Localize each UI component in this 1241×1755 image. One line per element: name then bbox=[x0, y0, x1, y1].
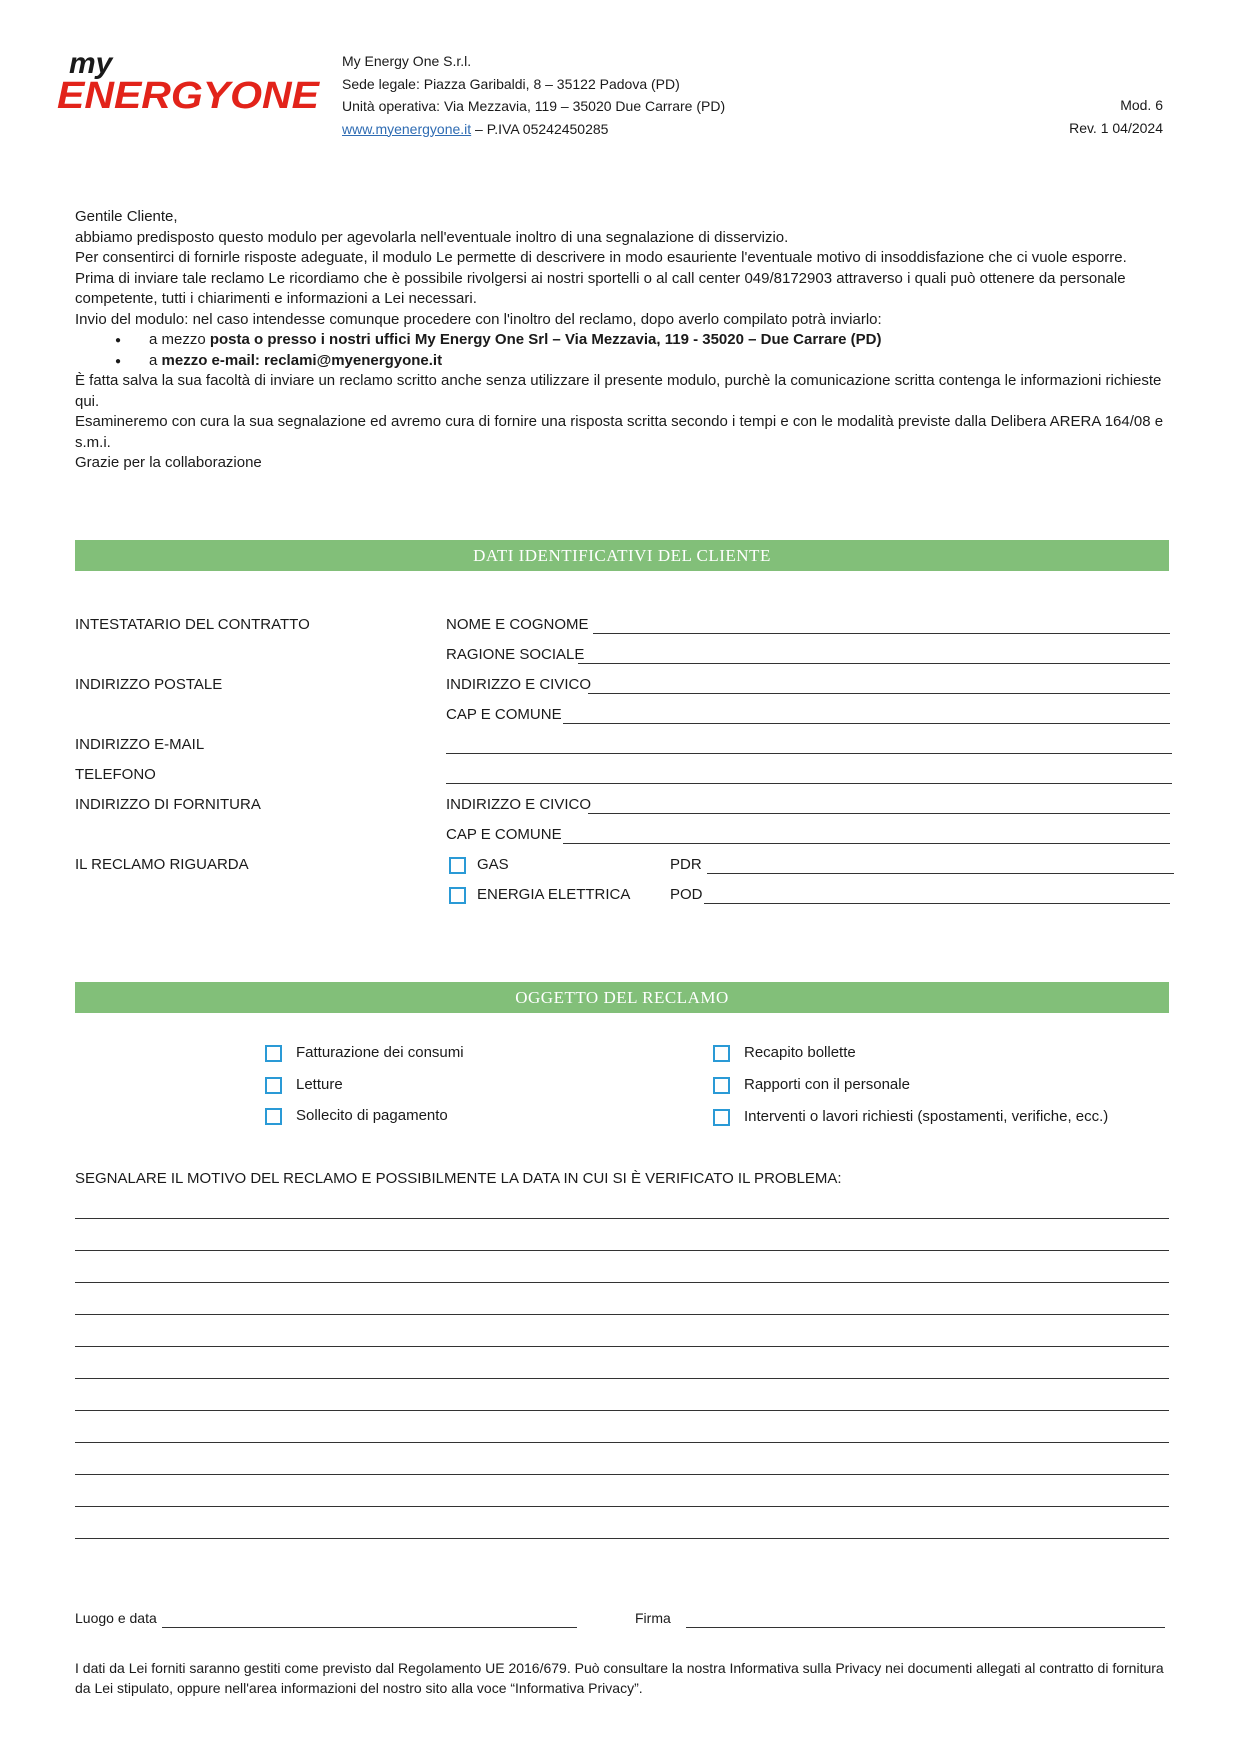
checkbox-sollecito[interactable] bbox=[265, 1108, 282, 1125]
label-rapporti-personale: Rapporti con il personale bbox=[744, 1076, 910, 1093]
label-pdr: PDR bbox=[670, 856, 702, 873]
unita-operativa: Unità operativa: Via Mezzavia, 119 – 35020 Due Carrare (PD) bbox=[342, 98, 726, 114]
label-firma: Firma bbox=[635, 1610, 671, 1626]
intro-p6: Esamineremo con cura la sua segnalazione ed avremo cura di fornire una risposta scritta secondo i tempi e con le modalità previste dalla Delibera ARERA 164/08 e s.m.i. bbox=[75, 413, 1164, 451]
field-pdr[interactable] bbox=[707, 873, 1174, 874]
motivo-line[interactable] bbox=[75, 1378, 1169, 1379]
intro-p5: È fatta salva la sua facoltà di inviare un reclamo scritto anche senza utilizzare il presente modulo, purchè la comunicazione scritta contenga le informazioni richieste qui. bbox=[75, 372, 1162, 410]
module-number: Mod. 6 bbox=[1120, 97, 1163, 113]
intro-p3: Prima di inviare tale reclamo Le ricordiamo che è possibile rivolgersi ai nostri sportelli o al call center 049/8172903 attraverso i quali può ottenere da personale competente, tutti i chiarimenti e informazioni a Lei necessari. bbox=[75, 269, 1126, 307]
label-telefono: TELEFONO bbox=[75, 766, 156, 783]
intro-text bbox=[75, 207, 1170, 474]
motivo-line[interactable] bbox=[75, 1346, 1169, 1347]
section-title-oggetto-reclamo: OGGETTO DEL RECLAMO bbox=[75, 982, 1169, 1013]
label-indirizzo-fornitura: INDIRIZZO DI FORNITURA bbox=[75, 796, 261, 813]
motivo-line[interactable] bbox=[75, 1538, 1169, 1539]
field-nome-cognome[interactable] bbox=[593, 633, 1170, 634]
label-ragione-sociale: RAGIONE SOCIALE bbox=[446, 646, 585, 663]
send-methods bbox=[75, 330, 1170, 371]
label-intestatario: INTESTATARIO DEL CONTRATTO bbox=[75, 616, 310, 633]
label-indirizzo-civico-fornitura: INDIRIZZO E CIVICO bbox=[446, 796, 592, 813]
intro-p4: Invio del modulo: nel caso intendesse comunque procedere con l'inoltro del reclamo, dopo averlo compilato potrà inviarlo: bbox=[75, 310, 882, 328]
send-method-email: ● a mezzo e-mail: reclami@myenergyone.it bbox=[75, 351, 1170, 372]
field-indirizzo-civico[interactable] bbox=[588, 693, 1170, 694]
checkbox-rapporti-personale[interactable] bbox=[713, 1077, 730, 1094]
motivo-line[interactable] bbox=[75, 1410, 1169, 1411]
label-indirizzo-civico: INDIRIZZO E CIVICO bbox=[446, 676, 592, 693]
checkbox-fatturazione[interactable] bbox=[265, 1045, 282, 1062]
label-fatturazione: Fatturazione dei consumi bbox=[296, 1044, 464, 1061]
piva: – P.IVA 05242450285 bbox=[471, 120, 609, 137]
logo-text-my: my bbox=[69, 47, 113, 80]
intro-p7: Grazie per la collaborazione bbox=[75, 454, 262, 471]
label-recapito-bollette: Recapito bollette bbox=[744, 1044, 856, 1061]
intro-p1: abbiamo predisposto questo modulo per agevolarla nell'eventuale inoltro di una segnalazione di disservizio. bbox=[75, 228, 789, 246]
checkbox-gas[interactable] bbox=[449, 857, 466, 874]
revision: Rev. 1 04/2024 bbox=[1069, 119, 1163, 136]
label-energia-elettrica: ENERGIA ELETTRICA bbox=[477, 886, 631, 903]
checkbox-interventi[interactable] bbox=[713, 1109, 730, 1126]
label-nome-cognome: NOME E COGNOME bbox=[446, 616, 589, 633]
privacy-notice: I dati da Lei forniti saranno gestiti come previsto dal Regolamento UE 2016/679. Può consultare la nostra Informativa sulla Privacy nei documenti allegati al contratto di fornitura da Lei stipulato, oppure nell'area informazioni del nostro sito alla voce “Informativa Privacy”. bbox=[75, 1660, 1164, 1696]
field-email[interactable] bbox=[446, 753, 1172, 754]
module-info bbox=[1069, 94, 1163, 139]
intro-p2: Per consentirci di fornirle risposte adeguate, il modulo Le permette di descrivere in modo esauriente l'eventuale motivo di insoddisfazione che ci vuole esporre. bbox=[75, 249, 1127, 266]
field-firma[interactable] bbox=[686, 1627, 1165, 1628]
motivo-line[interactable] bbox=[75, 1442, 1169, 1443]
label-letture: Letture bbox=[296, 1076, 343, 1093]
field-cap-comune[interactable] bbox=[563, 723, 1170, 724]
company-name: My Energy One S.r.l. bbox=[342, 53, 472, 69]
label-sollecito: Sollecito di pagamento bbox=[296, 1107, 448, 1124]
label-pod: POD bbox=[670, 886, 703, 903]
motivo-line[interactable] bbox=[75, 1506, 1169, 1507]
label-indirizzo-postale: INDIRIZZO POSTALE bbox=[75, 676, 223, 693]
motivo-line[interactable] bbox=[75, 1474, 1169, 1475]
motivo-line[interactable] bbox=[75, 1218, 1169, 1219]
label-luogo-data: Luogo e data bbox=[75, 1610, 157, 1626]
label-gas: GAS bbox=[477, 856, 509, 873]
website-link[interactable]: www.myenergyone.it bbox=[342, 120, 472, 137]
field-ragione-sociale[interactable] bbox=[578, 663, 1170, 664]
label-reclamo-riguarda: IL RECLAMO RIGUARDA bbox=[75, 856, 249, 873]
field-luogo-data[interactable] bbox=[162, 1627, 577, 1628]
checkbox-recapito-bollette[interactable] bbox=[713, 1045, 730, 1062]
motivo-line[interactable] bbox=[75, 1282, 1169, 1283]
field-telefono[interactable] bbox=[446, 783, 1172, 784]
motivo-line[interactable] bbox=[75, 1314, 1169, 1315]
label-interventi: Interventi o lavori richiesti (spostamenti, verifiche, ecc.) bbox=[744, 1108, 1109, 1125]
send-method-post: ● a mezzo posta o presso i nostri uffici My Energy One Srl – Via Mezzavia, 119 - 35020 – Due Carrare (PD) bbox=[75, 330, 1170, 351]
field-pod[interactable] bbox=[704, 903, 1170, 904]
checkbox-energia-elettrica[interactable] bbox=[449, 887, 466, 904]
motivo-line[interactable] bbox=[75, 1250, 1169, 1251]
company-logo bbox=[55, 45, 325, 125]
section-title-dati-cliente: DATI IDENTIFICATIVI DEL CLIENTE bbox=[75, 540, 1169, 571]
website-row bbox=[342, 118, 725, 141]
sede-legale: Sede legale: Piazza Garibaldi, 8 – 35122 Padova (PD) bbox=[342, 75, 680, 92]
company-info bbox=[342, 50, 725, 140]
checkbox-letture[interactable] bbox=[265, 1077, 282, 1094]
label-email: INDIRIZZO E-MAIL bbox=[75, 736, 205, 753]
label-motivo-reclamo: SEGNALARE IL MOTIVO DEL RECLAMO E POSSIBILMENTE LA DATA IN CUI SI È VERIFICATO IL PROBLEMA: bbox=[75, 1170, 842, 1187]
label-cap-comune-fornitura: CAP E COMUNE bbox=[446, 826, 562, 843]
field-cap-comune-fornitura[interactable] bbox=[563, 843, 1170, 844]
logo-text-energyone: ENERGYONE bbox=[57, 75, 321, 117]
field-indirizzo-civico-fornitura[interactable] bbox=[588, 813, 1170, 814]
greeting: Gentile Cliente, bbox=[75, 208, 178, 225]
label-cap-comune: CAP E COMUNE bbox=[446, 706, 562, 723]
